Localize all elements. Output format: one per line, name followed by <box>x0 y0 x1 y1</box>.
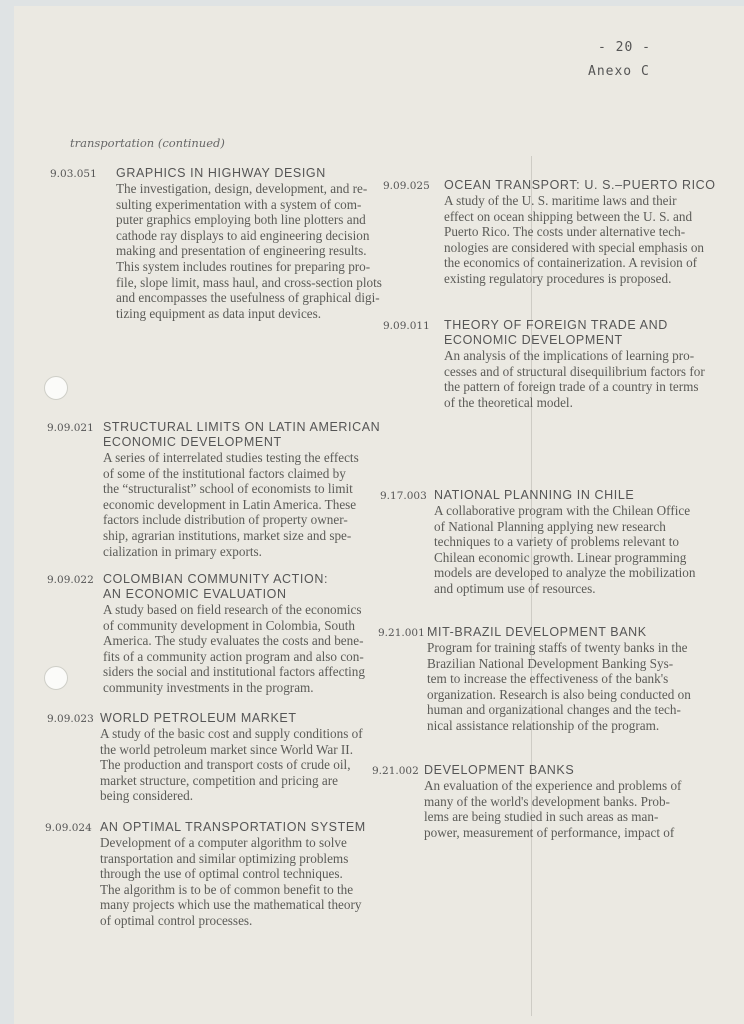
entry-body-line: A collaborative program with the Chilean Office <box>434 503 691 518</box>
entry-body-line: cesses and of structural disequilibrium factors for <box>444 363 705 379</box>
entry-body-line: The algorithm is to be of common benefit to the <box>100 881 354 897</box>
entry <box>427 625 717 734</box>
entry-body-line: and optimum use of resources. <box>434 580 596 596</box>
page-number: - 20 - <box>598 40 651 55</box>
entry-body-line: The investigation, design, development, and re- <box>116 181 368 196</box>
entry-body-line: factors include distribution of property owner- <box>103 512 348 528</box>
entry-body-line: puter graphics employing both line plotters and <box>116 212 366 228</box>
entry-number: 9.03.051 <box>50 168 97 180</box>
punch-hole <box>44 376 68 400</box>
entry-title: MIT-BRAZIL DEVELOPMENT BANK <box>427 625 647 639</box>
entry-body-line: A study based on field research of the economics <box>103 602 362 617</box>
annex-label: Anexo C <box>588 64 650 79</box>
entry-title: ECONOMIC DEVELOPMENT <box>103 435 282 449</box>
entry-number: 9.09.023 <box>47 713 94 725</box>
entry <box>424 763 714 840</box>
entry-body-line: tizing equipment as data input devices. <box>116 305 322 321</box>
entry-body-line: the pattern of foreign trade of a country in terms <box>444 379 699 395</box>
entry-body-line: An analysis of the implications of learning pro- <box>444 348 695 363</box>
entry-body-line: cathode ray displays to aid engineering decision <box>116 227 370 243</box>
entry-body-line: Brazilian National Development Banking Sys- <box>427 655 674 671</box>
entry-body-line: many projects which use the mathematical theory <box>100 897 362 913</box>
entry-body-line: Program for training staffs of twenty banks in the <box>427 640 688 655</box>
entry-number: 9.09.024 <box>45 822 92 834</box>
entry-body-line: the “structuralist” school of economists to limit <box>103 481 353 497</box>
entry-body-line: lems are being studied in such areas as man- <box>424 809 659 825</box>
entry-body-line: fits of a community action program and also con- <box>103 648 364 664</box>
entry-number: 9.17.003 <box>380 490 427 502</box>
punch-hole <box>44 666 68 690</box>
entry-body-line: Puerto Rico. The costs under alternative tech- <box>444 224 686 240</box>
entry-title: DEVELOPMENT BANKS <box>424 763 575 777</box>
entry-body-line: nical assistance relationship of the program. <box>427 717 660 733</box>
entry-body-line: of some of the institutional factors claimed by <box>103 465 346 481</box>
entry-body-line: file, slope limit, mass haul, and cross-section plots <box>116 274 382 290</box>
entry-body-line: The production and transport costs of crude oil, <box>100 757 351 773</box>
entry-body-line: economic development in Latin America. These <box>103 496 357 512</box>
entry-body-line: the world petroleum market since World War II. <box>100 741 354 757</box>
entry-body-line: cialization in primary exports. <box>103 543 262 559</box>
entry-body-line: the economics of containerization. A revision of <box>444 255 698 271</box>
entry-body-line: making and presentation of engineering results. <box>116 243 367 259</box>
entry-body-line: tem to increase the effectiveness of the bank's <box>427 671 669 687</box>
entry <box>103 572 365 696</box>
entry-title: ECONOMIC DEVELOPMENT <box>444 333 623 347</box>
entry-body-line: A series of interrelated studies testing the effects <box>103 450 359 465</box>
entry-body-line: Development of a computer algorithm to solve <box>100 835 347 850</box>
entry-body-line: A study of the U. S. maritime laws and their <box>444 193 677 208</box>
entry-number: 9.09.025 <box>383 180 430 192</box>
entry-body-line: of optimal control processes. <box>100 912 253 928</box>
entry-title: THEORY OF FOREIGN TRADE AND <box>444 318 668 332</box>
entry-number: 9.09.022 <box>47 574 94 586</box>
entry-body-line: models are developed to analyze the mobilization <box>434 565 696 581</box>
entry-body-line: of community development in Colombia, South <box>103 617 356 633</box>
entry-body-line: of National Planning applying new research <box>434 518 666 534</box>
entry-body-line: human and organizational changes and the tech- <box>427 702 681 718</box>
entry-body-line: through the use of optimal control techniques. <box>100 866 343 882</box>
entry-body-line: effect on ocean shipping between the U. S. and <box>444 208 693 224</box>
entry <box>116 166 382 321</box>
entry-title: GRAPHICS IN HIGHWAY DESIGN <box>116 166 326 180</box>
entry-number: 9.09.011 <box>383 320 430 332</box>
entry-body-line: many of the world's development banks. Prob- <box>424 793 670 809</box>
entry <box>434 488 718 597</box>
entry <box>100 711 362 804</box>
entry-body-line: siders the social and institutional factors affecting <box>103 664 365 680</box>
entry-number: 9.21.002 <box>372 765 419 777</box>
entry-body-line: techniques to a variety of problems relevant to <box>434 534 679 550</box>
section-heading: transportation (continued) <box>70 136 225 150</box>
entry-body-line: power, measurement of performance, impact of <box>424 824 675 840</box>
entry-title: AN ECONOMIC EVALUATION <box>103 587 287 601</box>
entry-body-line: of the theoretical model. <box>444 394 573 410</box>
entry-number: 9.09.021 <box>47 422 94 434</box>
entry <box>444 318 718 410</box>
entry-title: AN OPTIMAL TRANSPORTATION SYSTEM <box>100 820 366 834</box>
entry-body-line: sulting experimentation with a system of com- <box>116 196 362 212</box>
entry-body-line: market structure, competition and pricing are <box>100 772 339 788</box>
entry-body-line: A study of the basic cost and supply conditions of <box>100 726 363 741</box>
entry-body-line: ship, agrarian institutions, market size and spe- <box>103 527 352 543</box>
entry-body-line: existing regulatory procedures is proposed. <box>444 270 672 286</box>
entry-body-line: being considered. <box>100 788 194 804</box>
entry-title: STRUCTURAL LIMITS ON LATIN AMERICAN <box>103 420 381 434</box>
entry-body-line: Chilean economic growth. Linear programming <box>434 549 687 565</box>
entry-title: NATIONAL PLANNING IN CHILE <box>434 488 635 502</box>
entry-number: 9.21.001 <box>378 627 425 639</box>
entry-title: OCEAN TRANSPORT: U. S.–PUERTO RICO <box>444 178 716 192</box>
entry-title: WORLD PETROLEUM MARKET <box>100 711 297 725</box>
entry-body-line: nologies are considered with special emphasis on <box>444 239 705 255</box>
entry <box>100 820 366 929</box>
entry-body-line: and encompasses the usefulness of graphical digi- <box>116 290 380 306</box>
entry-body-line: This system includes routines for preparing pro- <box>116 258 371 274</box>
entry <box>103 420 381 559</box>
entry-body-line: transportation and similar optimizing problems <box>100 850 349 866</box>
entry-body-line: An evaluation of the experience and problems of <box>424 778 682 793</box>
entry-body-line: organization. Research is also being conducted on <box>427 686 691 702</box>
entry-body-line: America. The study evaluates the costs and bene- <box>103 633 364 649</box>
entry-body-line: community investments in the program. <box>103 679 314 695</box>
entry-title: COLOMBIAN COMMUNITY ACTION: <box>103 572 329 586</box>
entry <box>444 178 718 287</box>
